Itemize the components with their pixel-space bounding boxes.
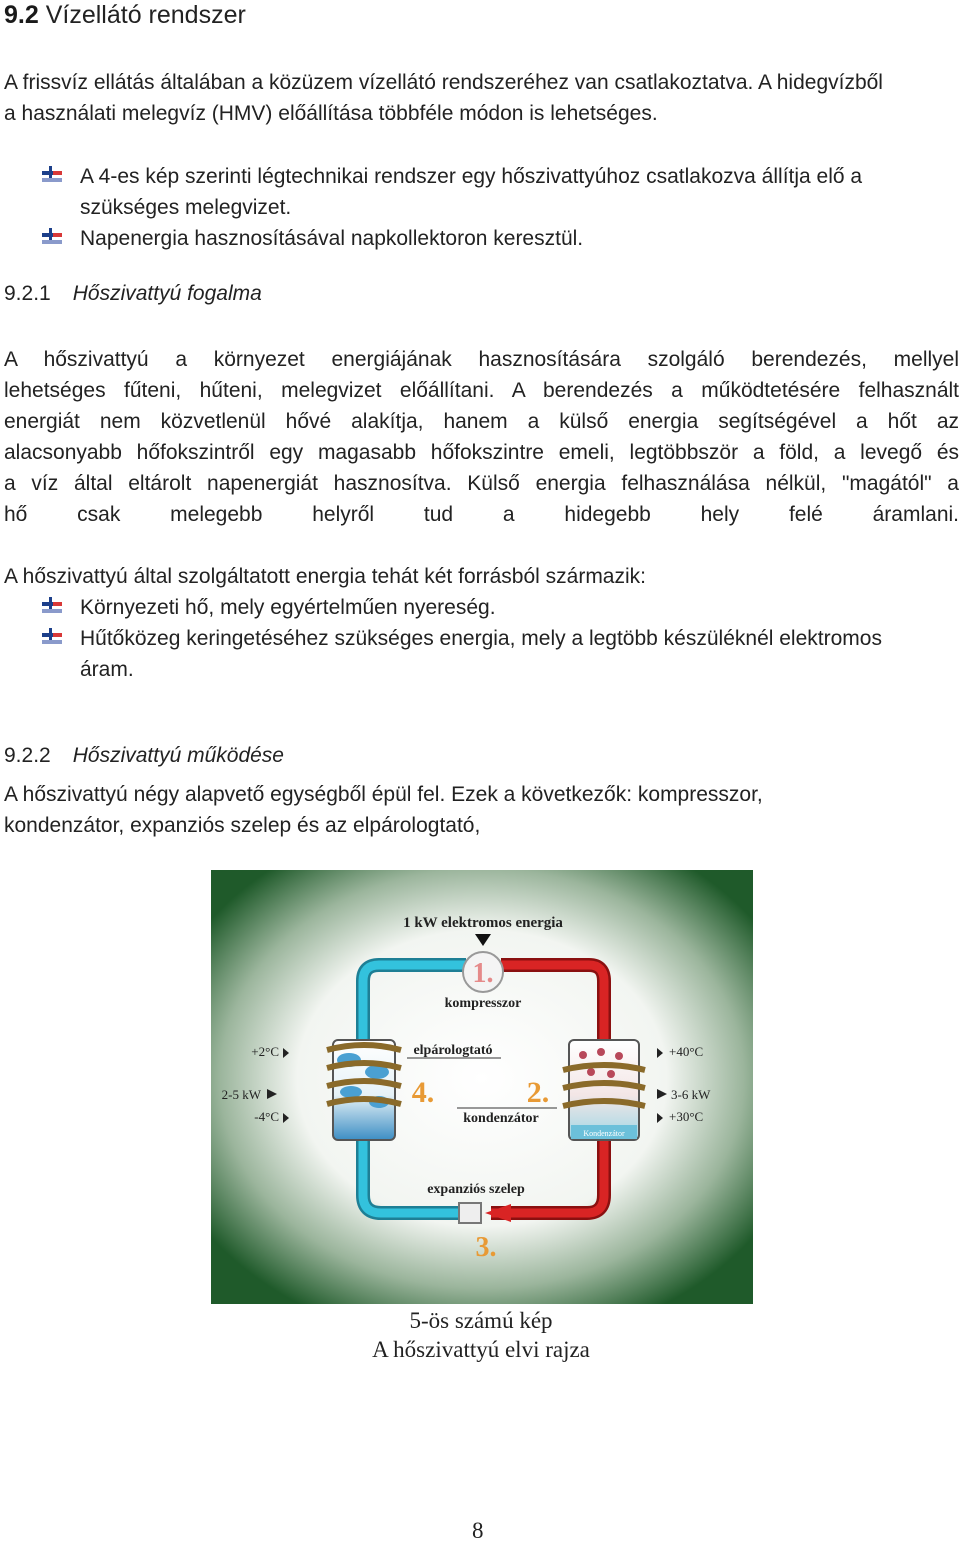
section-title: Hőszivattyú működése (72, 744, 284, 767)
heat-pump-diagram (211, 870, 753, 1304)
evaporator-number: 4. (411, 1076, 435, 1109)
bullet-line: Napenergia hasznosításával napkollektoron keresztül. (80, 227, 584, 250)
caption-line: A hőszivattyú elvi rajza (372, 1337, 590, 1362)
bullet-text (80, 592, 920, 623)
bullet-line: áram. (80, 658, 134, 681)
bullet-line: Hűtőközeg keringetéséhez szükséges energia, mely a legtöbb készüléknél elektromos (80, 627, 882, 650)
section-heading (4, 740, 284, 771)
bullet-icon (42, 597, 64, 619)
para-line: a víz által eltárolt napenergiát hasznosítva. Külső energia felhasználása nélkül, "magától" a (4, 472, 959, 495)
right-temp-bottom: +30°C (669, 1109, 704, 1124)
bullet-text (80, 223, 920, 254)
para-line: energiát nem közvetlenül hővé alakítja, hanem a külső energia segítségével a hőt az (4, 410, 959, 433)
definition-paragraph (4, 344, 959, 530)
bullet-icon (42, 628, 64, 650)
left-temp-bottom: -4°C (254, 1109, 279, 1124)
para-line: A hőszivattyú a környezet energiájának hasznosítására szolgáló berendezés, mellyel (4, 348, 959, 371)
sources-intro: A hőszivattyú által szolgáltatott energia tehát két forrásból származik: (4, 565, 646, 588)
intro-paragraph (4, 67, 960, 129)
figure-caption (330, 1306, 632, 1364)
bullet-icon (42, 228, 64, 250)
components-paragraph (4, 779, 959, 841)
bullet-icon (42, 166, 64, 188)
caption-line: 5-ös számú kép (409, 1308, 553, 1333)
right-power: 3-6 kW (671, 1087, 711, 1102)
drop-icon (579, 1051, 587, 1059)
bullet-text (80, 623, 920, 685)
bullet-item (42, 592, 496, 619)
section-heading (4, 278, 262, 309)
drop-icon (607, 1070, 615, 1078)
bullet-text (80, 161, 920, 223)
para-line: hő csak melegebb helyről tud a hidegebb hely felé áramlani. (4, 503, 959, 526)
drop-icon (597, 1048, 605, 1056)
bullet-item (42, 223, 584, 250)
condenser-number: 2. (526, 1076, 550, 1109)
intro-line: a használati melegvíz (HMV) előállítása többféle módon is lehetséges. (4, 102, 658, 125)
para-line: kondenzátor, expanziós szelep és az elpárologtató, (4, 814, 481, 837)
bullet-line: szükséges melegvizet. (80, 196, 292, 219)
valve-number: 3. (475, 1232, 497, 1263)
evaporator-label: elpárologtató (413, 1043, 493, 1058)
drop-icon (587, 1068, 595, 1076)
bullet-line: A 4-es kép szerinti légtechnikai rendszer egy hőszivattyúhoz csatlakozva állítja elő a (80, 165, 863, 188)
bullet-item (42, 623, 882, 681)
bullet-line: Környezeti hő, mely egyértelműen nyereség. (80, 596, 496, 619)
energy-label: 1 kW elektromos energia (403, 915, 563, 931)
para-line: lehetséges fűteni, hűteni, melegvizet előállítani. A berendezés a működtetésére felhasznált (4, 379, 959, 402)
left-temp-top: +2°C (251, 1044, 279, 1059)
compressor-number: 1. (472, 958, 494, 989)
condenser-tank-label: Kondenzátor (583, 1129, 625, 1138)
heat-pump-diagram-svg (211, 870, 753, 1304)
para-line: A hőszivattyú négy alapvető egységből épül fel. Ezek a következők: kompresszor, (4, 783, 763, 806)
heading-title: Vízellátó rendszer (45, 1, 246, 29)
section-number: 9.2.1 (4, 282, 51, 305)
section-title: Hőszivattyú fogalma (72, 282, 262, 305)
bullet-item (42, 161, 863, 219)
page-number: 8 (472, 1518, 484, 1543)
drop-icon (615, 1052, 623, 1060)
section-number: 9.2.2 (4, 744, 51, 767)
right-temp-top: +40°C (669, 1044, 704, 1059)
page-heading (4, 0, 246, 30)
expansion-valve-icon (459, 1203, 481, 1223)
intro-line: A frissvíz ellátás általában a közüzem vízellátó rendszeréhez van csatlakoztatva. A hidegvízből (4, 71, 883, 94)
heading-number: 9.2 (4, 1, 39, 29)
condenser-label: kondenzátor (463, 1111, 539, 1126)
left-power: 2-5 kW (221, 1087, 261, 1102)
valve-label: expanziós szelep (427, 1182, 525, 1197)
para-line: alacsonyabb hőfokszintről egy magasabb hőfokszintre emeli, legtöbbször a föld, a levegő és (4, 441, 959, 464)
compressor-label: kompresszor (444, 996, 522, 1011)
